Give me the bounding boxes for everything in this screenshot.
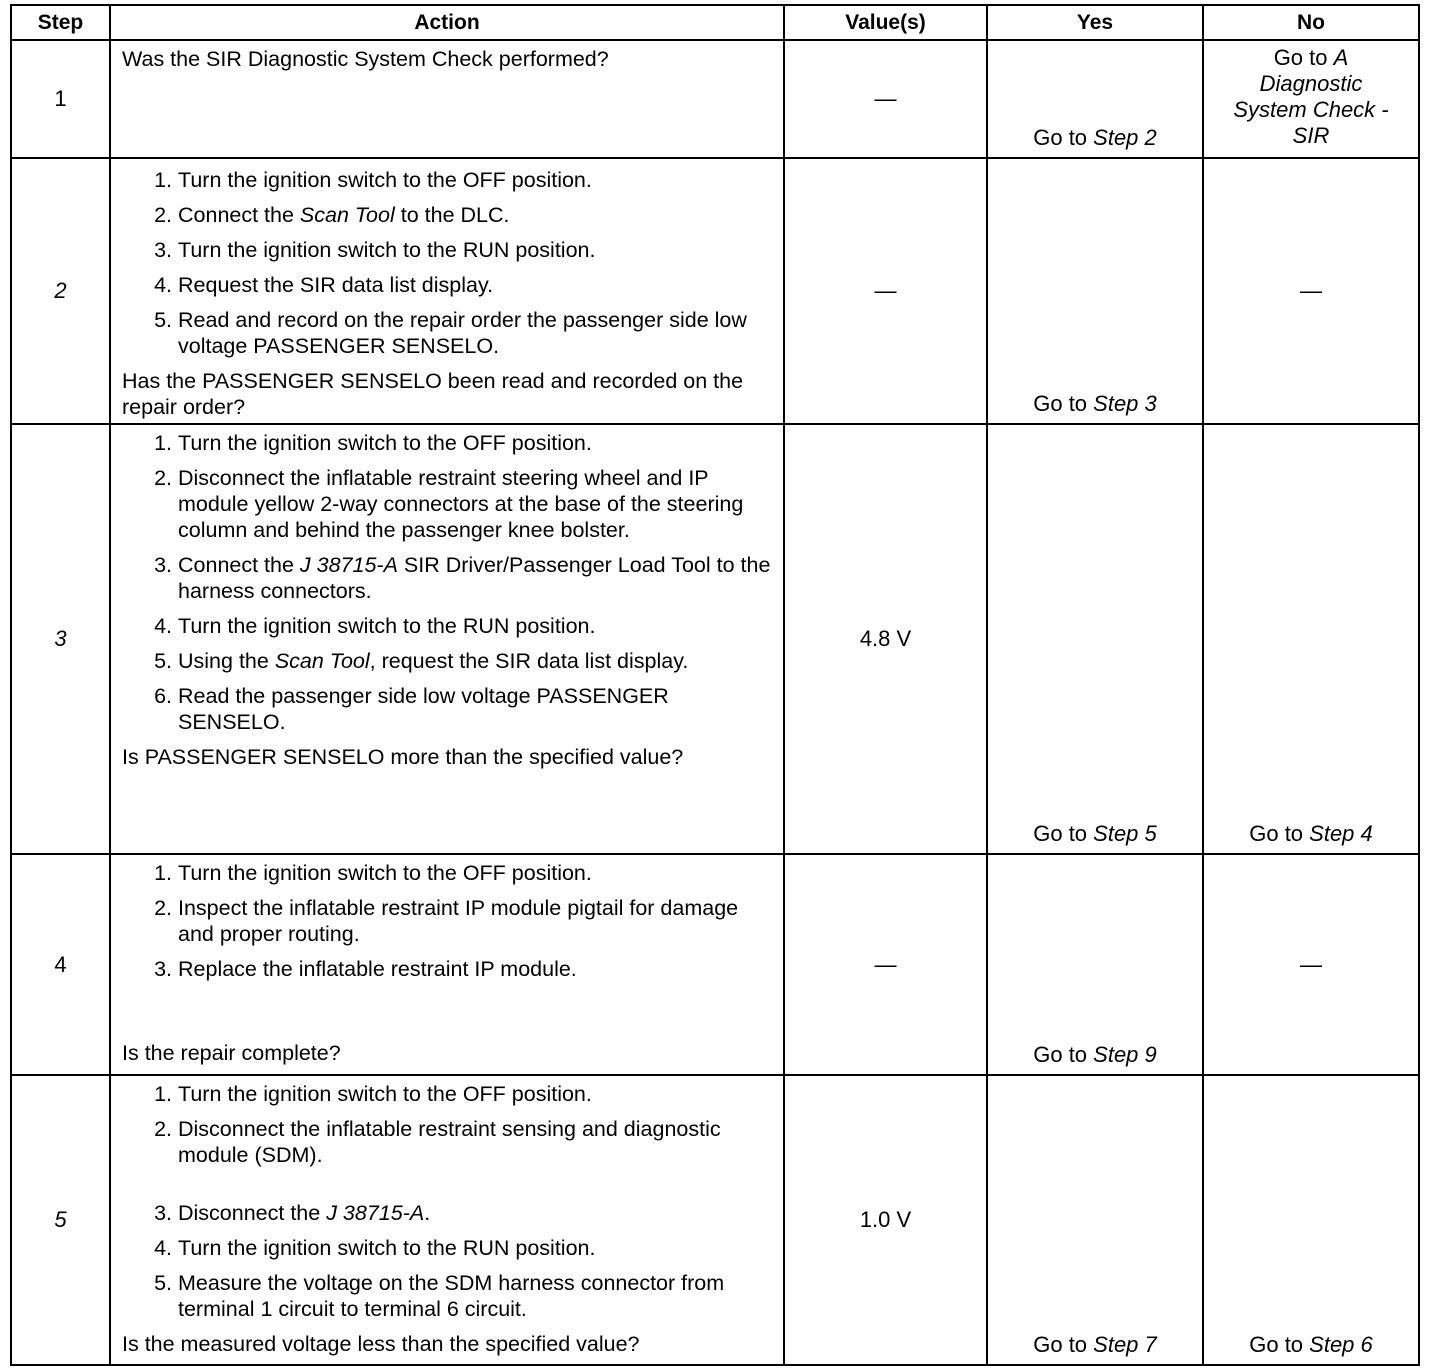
action-cell [110,158,784,424]
action-step: 2. Inspect the inflatable restraint IP module pigtail for damage and proper routing. [178,895,775,947]
value-cell: 1.0 V [784,1075,987,1365]
no-ref: Step 4 [1309,821,1373,846]
action-step: 3. Turn the ignition switch to the RUN position. [178,237,775,263]
yes-prefix: Go to [1033,1332,1094,1357]
action-steps [122,430,775,735]
action-steps [122,860,775,982]
action-step: 1. Turn the ignition switch to the OFF position. [178,860,775,886]
table-row [11,424,1419,854]
table-row [11,854,1419,1075]
yes-cell [987,1075,1203,1365]
action-step: 1. Turn the ignition switch to the OFF position. [178,430,775,456]
yes-prefix: Go to [1033,821,1094,846]
no-cell [1203,424,1419,854]
yes-ref: Step 2 [1093,125,1157,150]
action-step: 5. Using the Scan Tool, request the SIR data list display. [178,648,775,674]
no-cell: — [1203,158,1419,424]
step-number: 2 [11,158,110,424]
action-question: Is PASSENGER SENSELO more than the specified value? [122,745,684,769]
action-step: 2. Connect the Scan Tool to the DLC. [178,202,775,228]
yes-cell [987,158,1203,424]
action-question: Was the SIR Diagnostic System Check performed? [122,47,609,71]
header-row [11,5,1419,40]
action-cell [110,854,784,1075]
no-cell [1203,1075,1419,1365]
yes-ref: Step 5 [1093,821,1157,846]
action-cell [110,424,784,854]
action-question: Is the measured voltage less than the specified value? [122,1332,640,1356]
action-step: 3. Replace the inflatable restraint IP module. [178,956,775,982]
diagnostic-table [10,4,1420,1366]
action-step: 5. Measure the voltage on the SDM harness connector from terminal 1 circuit to terminal 6 circuit. [178,1270,775,1322]
header-values: Value(s) [784,5,987,40]
no-prefix: Go to [1249,821,1310,846]
yes-prefix: Go to [1033,1042,1094,1067]
no-prefix: Go to [1249,1332,1310,1357]
action-step: 3. Disconnect the J 38715-A. [178,1200,775,1226]
yes-ref: Step 7 [1093,1332,1157,1357]
action-step: 1. Turn the ignition switch to the OFF position. [178,1081,775,1107]
yes-prefix: Go to [1033,391,1094,416]
action-step: 3. Connect the J 38715-A SIR Driver/Passenger Load Tool to the harness connectors. [178,552,775,604]
action-step: 2. Disconnect the inflatable restraint steering wheel and IP module yellow 2-way connectors at the base of the steering column and behind the passenger knee bolster. [178,465,775,543]
action-step: 4. Request the SIR data list display. [178,272,775,298]
action-step: 4. Turn the ignition switch to the RUN position. [178,613,775,639]
action-steps [122,1081,775,1322]
action-cell [110,1075,784,1365]
action-question: Is the repair complete? [122,1041,341,1065]
no-cell [1203,40,1419,158]
step-number: 4 [11,854,110,1075]
header-no: No [1203,5,1419,40]
header-step: Step [11,5,110,40]
yes-cell [987,854,1203,1075]
yes-cell [987,40,1203,158]
action-steps [122,167,775,359]
action-question: Has the PASSENGER SENSELO been read and recorded on the repair order? [122,369,744,419]
table-row [11,1075,1419,1365]
no-prefix: Go to [1273,45,1334,70]
yes-prefix: Go to [1033,125,1094,150]
action-step: 2. Disconnect the inflatable restraint sensing and diagnostic module (SDM). [178,1116,775,1168]
yes-ref: Step 3 [1093,391,1157,416]
value-cell: — [784,158,987,424]
value-cell: — [784,40,987,158]
step-number: 5 [11,1075,110,1365]
no-ref: Step 6 [1309,1332,1373,1357]
action-cell [110,40,784,158]
value-cell: 4.8 V [784,424,987,854]
step-number: 3 [11,424,110,854]
table-row [11,158,1419,424]
table-row [11,40,1419,158]
yes-cell [987,424,1203,854]
no-ref: A Diagnostic System Check - SIR [1233,45,1389,148]
header-action: Action [110,5,784,40]
action-step: 1. Turn the ignition switch to the OFF position. [178,167,775,193]
yes-ref: Step 9 [1093,1042,1157,1067]
header-yes: Yes [987,5,1203,40]
no-cell: — [1203,854,1419,1075]
action-step: 5. Read and record on the repair order the passenger side low voltage PASSENGER SENSELO. [178,307,775,359]
action-step: 4. Turn the ignition switch to the RUN position. [178,1235,775,1261]
value-cell: — [784,854,987,1075]
step-number: 1 [11,40,110,158]
action-step: 6. Read the passenger side low voltage PASSENGER SENSELO. [178,683,775,735]
